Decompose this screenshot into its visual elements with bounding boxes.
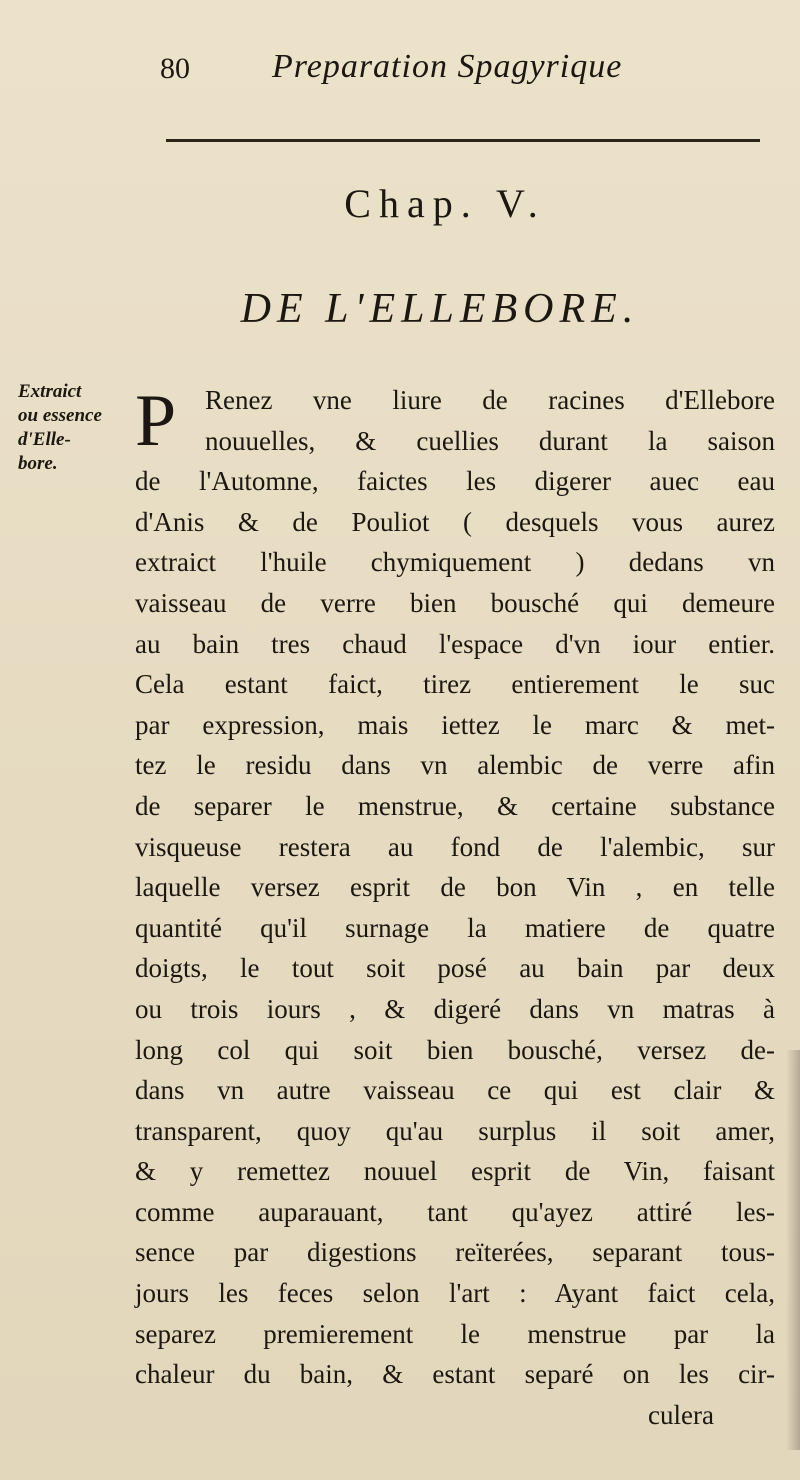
text-line: separez premierement le menstrue par la [135,1318,775,1349]
text-line: Renez vne liure de racines d'Ellebore [205,385,775,415]
body-text [135,380,775,1395]
margin-note-line: Extraict [18,381,82,402]
text-line: doigts, le tout soit posé au bain par deux [135,953,775,984]
text-line: jours les feces selon l'art : Ayant faict cela, [135,1278,775,1309]
text-line: quantité qu'il surnage la matiere de quatre [135,912,775,943]
text-line: vaisseau de verre bien bousché qui demeure [135,587,775,618]
chapter-heading: Chap. V. [344,181,546,226]
margin-note-line: bore. [18,453,58,474]
text-line: visqueuse restera au fond de l'alembic, sur [135,831,775,862]
text-line: dans vn autre vaisseau ce qui est clair & [135,1075,775,1106]
text-line: tez le residu dans vn alembic de verre afin [135,750,775,781]
margin-note-line: d'Elle- [18,429,71,450]
text-line: au bain tres chaud l'espace d'vn iour entier. [135,628,775,659]
page-edge-shadow [786,1050,800,1450]
text-line: d'Anis & de Pouliot ( desquels vous aurez [135,506,775,537]
running-title: Preparation Spagyrique [272,48,623,85]
text-line: transparent, quoy qu'au surplus il soit amer, [135,1115,775,1146]
text-line: de separer le menstrue, & certaine substance [135,790,775,821]
text-line: sence par digestions reïterées, separant tous- [135,1237,775,1268]
drop-cap: P [135,380,177,462]
running-head [152,48,752,98]
text-line: extraict l'huile chymiquement ) dedans vn [135,547,775,578]
text-line: laquelle versez esprit de bon Vin , en telle [135,872,775,903]
text-line: long col qui soit bien bousché, versez de- [135,1034,775,1065]
text-line: nouuelles, & cuellies durant la saison [205,425,775,456]
text-line: de l'Automne, faictes les digerer auec eau [135,466,775,497]
text-line: chaleur du bain, & estant separé on les cir- [135,1359,775,1390]
page-number: 80 [160,52,190,85]
text-line: & y remettez nouuel esprit de Vin, faisant [135,1156,775,1187]
margin-note-line: ou essence [18,405,102,426]
text-line: Cela estant faict, tirez entierement le suc [135,669,775,700]
header-rule [166,139,760,142]
chapter-subtitle: DE L'ELLEBORE. [240,286,640,332]
text-line: par expression, mais iettez le marc & met- [135,709,775,740]
text-line: comme auparauant, tant qu'ayez attiré les- [135,1196,775,1227]
text-line: ou trois iours , & digeré dans vn matras à [135,993,775,1024]
catchword: culera [648,1400,714,1430]
margin-note [18,380,138,476]
